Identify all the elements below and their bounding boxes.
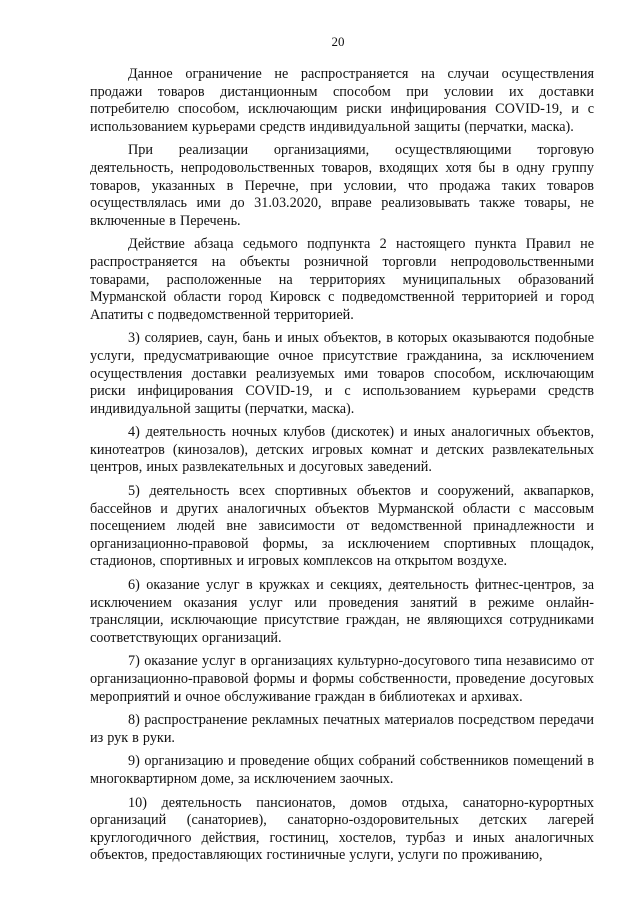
paragraph: 4) деятельность ночных клубов (дискотек) и иных аналогичных объектов, кинотеатров (кинозалов), детских игровых комнат и детских развлекательных центров, иных развлекательных и досуговых заведений. xyxy=(90,424,594,476)
paragraph: 8) распространение рекламных печатных материалов посредством передачи из рук в руки. xyxy=(90,712,594,746)
paragraph: 3) соляриев, саун, бань и иных объектов, в которых оказываются подобные услуги, предусматривающие очное присутствие гражданина, за исключением осуществления доставки реализуемых ими товаров способом, исключающим риски инфицирования COVID-19, и с использованием курьерами средств индивидуальной защиты (перчатки, маска). xyxy=(90,330,594,417)
paragraph: При реализации организациями, осуществляющими торговую деятельность, непродовольственных товаров, входящих хотя бы в одну группу товаров, указанных в Перечне, при условии, что продажа таких товаров осуществлялась ими до 31.03.2020, вправе реализовывать также товары, не включенные в Перечень. xyxy=(90,142,594,229)
paragraph: Действие абзаца седьмого подпункта 2 настоящего пункта Правил не распространяется на объекты розничной торговли непродовольственными товарами, расположенные на территориях муниципальных образований Мурманской области город Кировск с подведомственной территорией и город Апатиты с подведомственной территорией. xyxy=(90,236,594,323)
paragraph: 6) оказание услуг в кружках и секциях, деятельность фитнес-центров, за исключением оказания услуг или проведения занятий в режиме онлайн-трансляции, исключающие присутствие граждан, не являющихся сотрудниками соответствующих организаций. xyxy=(90,577,594,646)
paragraph: 7) оказание услуг в организациях культурно-досугового типа независимо от организационно-правовой формы и формы собственности, проведение досуговых мероприятий и очное обслуживание граждан в библиотеках и архивах. xyxy=(90,653,594,705)
document-body xyxy=(90,66,594,865)
page-number: 20 xyxy=(331,34,345,49)
paragraph: 10) деятельность пансионатов, домов отдыха, санаторно-курортных организаций (санаториев), санаторно-оздоровительных детских лагерей круглогодичного действия, гостиниц, хостелов, турбаз и иных аналогичных объектов, предоставляющих гостиничные услуги, услуги по проживанию, xyxy=(90,794,594,864)
paragraph: 9) организацию и проведение общих собраний собственников помещений в многоквартирном доме, за исключением заочных. xyxy=(90,753,594,787)
paragraph: Данное ограничение не распространяется на случаи осуществления продажи товаров дистанционным способом при условии их доставки потребителю способом, исключающим риски инфицирования COVID-19, и с использованием курьерами средств индивидуальной защиты (перчатки, маска). xyxy=(90,66,594,135)
paragraph: 5) деятельность всех спортивных объектов и сооружений, аквапарков, бассейнов и других аналогичных объектов Мурманской области с массовым посещением людей вне зависимости от ведомственной принадлежности и организационно-правовой формы, за исключением спортивных площадок, стадионов, спортивных и игровых комплексов на открытом воздухе. xyxy=(90,483,594,570)
